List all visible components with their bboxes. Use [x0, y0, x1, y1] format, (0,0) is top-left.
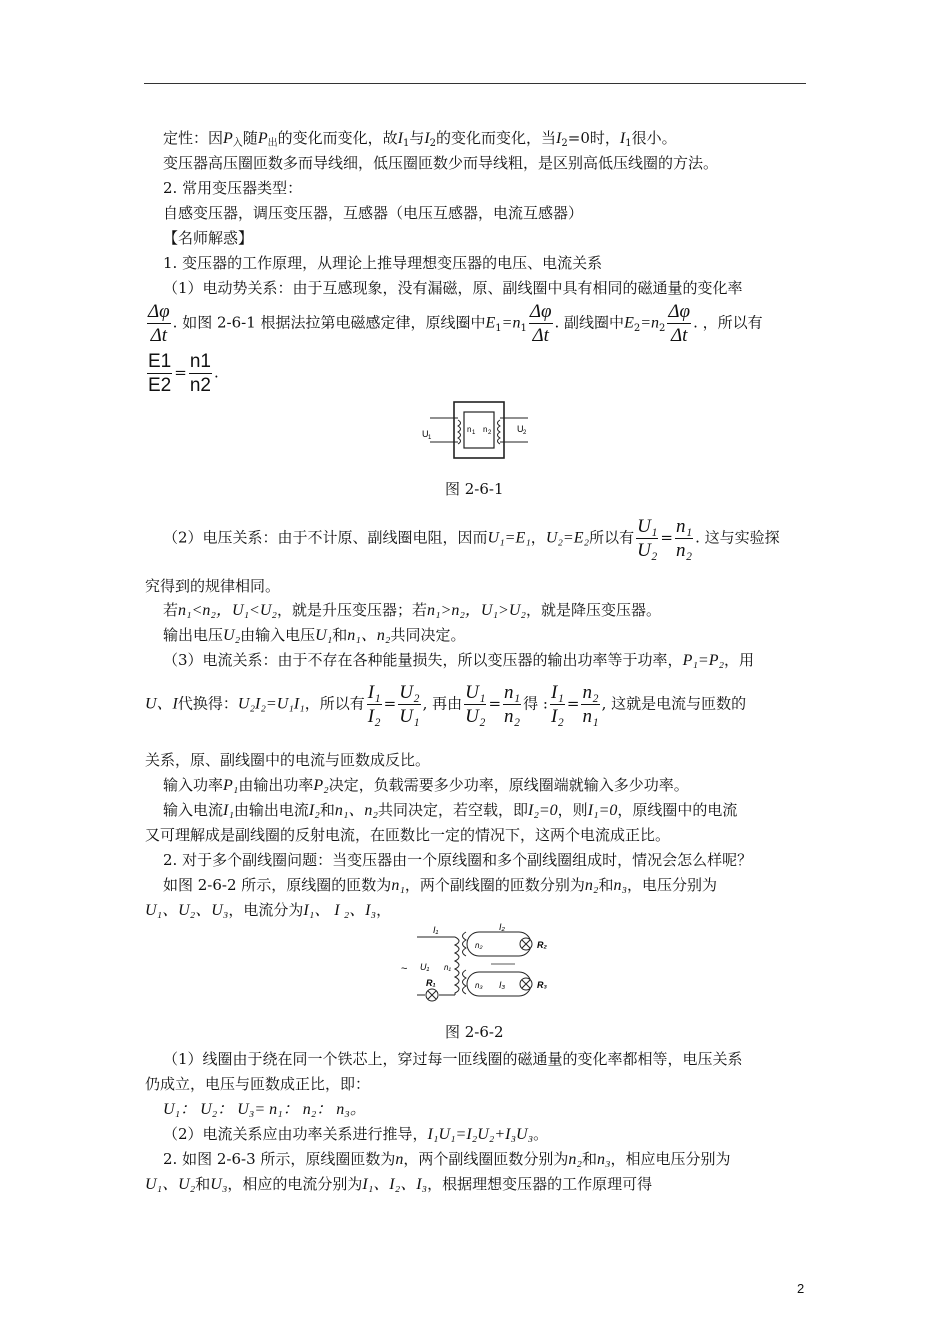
- symbol: U₂: [223, 627, 241, 644]
- paragraph-same-core: （1）线圈由于绕在同一个铁芯上，穿过每一匝线圈的磁通量的变化率都相等，电压关系: [163, 1050, 743, 1068]
- header-rule: [144, 83, 806, 84]
- text: =0时，: [567, 129, 620, 147]
- formula-faraday-line: [145, 300, 763, 347]
- label-n2: n₂: [475, 941, 483, 950]
- equation: U₂=E₂: [545, 529, 590, 547]
- fraction-dphi-dt: [147, 300, 171, 347]
- numerator: Δφ: [668, 301, 691, 322]
- denominator: Δt: [532, 325, 549, 346]
- fraction-n1-n2: [189, 350, 212, 397]
- subscript: 1: [402, 138, 410, 149]
- text: 由输出功率: [238, 776, 314, 794]
- paragraph-figure-2-6-2-intro: [163, 875, 717, 896]
- secondary-coil-2: [463, 932, 467, 956]
- section-heading-expert-explanation: 【名师解惑】: [163, 229, 254, 247]
- label-n2-sub: 2: [488, 430, 492, 436]
- text: ，相应电压分别为: [610, 1150, 731, 1168]
- equals-sign: =: [174, 363, 187, 382]
- equation: U₁=E₁: [487, 529, 531, 547]
- paragraph-voltages-currents: [145, 900, 391, 921]
- secondary-coil: [498, 420, 501, 444]
- text: 由输出电流: [233, 801, 309, 819]
- text: ，就是降压变压器。: [525, 601, 661, 619]
- figure-transformer-diagram: [412, 398, 542, 462]
- denominator: U₂: [637, 540, 658, 561]
- text: ，用: [724, 651, 755, 669]
- denominator: U₂: [465, 706, 486, 727]
- fraction-u2-u1: [398, 681, 420, 728]
- text: 输入功率: [163, 776, 224, 794]
- text: 2. 如图 2-6-3 所示，原线圈匝数为: [163, 1150, 396, 1168]
- figure-caption-2-6-1: 图 2-6-1: [445, 480, 504, 498]
- text: 得 :: [523, 694, 548, 713]
- text: ，则: [557, 801, 588, 819]
- label-n3: n₃: [475, 981, 483, 990]
- symbol: n: [395, 1151, 404, 1168]
- subscript: 2: [561, 138, 568, 149]
- equation: P₁=P₂: [682, 652, 725, 669]
- fraction-dphi-dt: [667, 300, 691, 347]
- paragraph-transformer-types: 自感变压器，调压变压器，互感器（电压互感器，电流互感器）: [163, 204, 584, 222]
- symbol: =n: [501, 314, 521, 332]
- subscript: 入: [232, 138, 243, 149]
- text: ，电压分别为: [627, 876, 718, 894]
- numerator: U₂: [399, 682, 420, 703]
- symbol: n₁: [391, 877, 405, 894]
- equation: U₂I₂=U₁I₁: [237, 695, 305, 713]
- formula-emf-ratio: [145, 350, 219, 397]
- period: .: [213, 363, 219, 382]
- subscript: 1: [520, 322, 527, 334]
- label-u1: U₁: [420, 962, 430, 972]
- denominator: Δt: [150, 325, 168, 346]
- text: . 副线圈中: [554, 313, 625, 332]
- equation: I₂=0: [527, 802, 558, 819]
- ac-source-icon: ~: [401, 963, 408, 975]
- subscript: 2: [633, 322, 641, 334]
- subscript: 1: [625, 138, 632, 149]
- symbol: n₁、n₂: [347, 627, 391, 644]
- label-n1: n: [467, 425, 472, 434]
- symbol: U₁、U₂、U₃: [145, 902, 229, 919]
- paragraph-power-derivation: [163, 1124, 548, 1145]
- paragraph-voltage-proportional: 仍成立，电压与匝数成正比，即：: [145, 1075, 371, 1093]
- text: ，电流分为: [228, 901, 304, 919]
- numerator: U₁: [465, 682, 486, 703]
- symbol: I: [556, 130, 562, 147]
- formula-current-ratio-line: U、I代换得：U₂I₂=U₁I₁，所以有 $\frac{\text{I₁}}{\text{I₂}}$ = $\frac{\text{U₂}}{\text{U₁}}$ , 再由 $\frac{\text{U₁}}{\text{U₂}}$ = $\frac{\text{n₁}}{\text{n₂}}$ 得 : $\frac{\text{I₁}}{\text{I₂}}$ = $\frac{\text{n₂}}{\text{n₁}}$ , 这就是电流与匝数的: [145, 682, 747, 727]
- text: （2）电流关系应由功率关系进行推导，: [163, 1125, 428, 1143]
- fraction-e1-e2: [147, 350, 172, 397]
- label-i1: I₁: [433, 925, 439, 935]
- core-outer: [454, 402, 504, 458]
- equation: I₁U₁=I₂U₂+I₃U₃: [427, 1126, 534, 1143]
- symbol: P₂: [313, 777, 329, 794]
- label-u1: U: [422, 429, 429, 439]
- paragraph-output-voltage: [163, 625, 465, 646]
- symbol: E: [624, 314, 634, 332]
- text: 共同决定。: [390, 626, 466, 644]
- fraction-n1-n2: [675, 515, 693, 562]
- text: 和: [332, 626, 348, 644]
- figure-caption-2-6-2: 图 2-6-2: [445, 1023, 504, 1041]
- paragraph-reflected-current: 又可理解成是副线圈的反射电流，在匝数比一定的情况下，这两个电流成正比。: [145, 826, 671, 844]
- paragraph-p-dependence: [163, 128, 677, 151]
- text: 如图 2-6-2 所示，原线圈的匝数为: [163, 876, 392, 894]
- paragraph-figure-2-6-3-intro: [163, 1149, 731, 1170]
- numerator: I₁: [367, 682, 381, 703]
- label-r3: R₃: [537, 980, 547, 990]
- numerator: U₁: [637, 516, 658, 537]
- symbol: I: [619, 130, 626, 147]
- symbol: E: [485, 314, 496, 332]
- r1-lamp-cross: [428, 991, 436, 999]
- label-n1: n₁: [444, 963, 451, 972]
- numerator: Δφ: [529, 301, 552, 322]
- denominator: Δt: [671, 325, 688, 346]
- secondary-coil-3: [463, 970, 467, 994]
- numerator: I₁: [550, 682, 564, 703]
- label-r1: R₁: [426, 978, 436, 988]
- text: . 这与实验探: [695, 528, 780, 547]
- label-u2-sub: 2: [523, 430, 527, 436]
- denominator: n₂: [675, 540, 693, 561]
- text: ，就是升压变压器；若: [276, 601, 427, 619]
- text: （3）电流关系：由于不存在各种能量损失，所以变压器的输出功率等于功率，: [163, 651, 683, 669]
- symbol: U₁: [315, 627, 333, 644]
- heading-multiple-secondaries: 2. 对于多个副线圈问题：当变压器由一个原线圈和多个副线圈组成时，情况会怎么样呢？: [163, 851, 753, 869]
- paragraph-step-up-down: [163, 600, 661, 621]
- figure-multi-secondary-diagram: [395, 922, 560, 1008]
- denominator: n₁: [582, 706, 599, 727]
- fraction-n2-n1: [581, 681, 599, 728]
- text: 与: [409, 129, 425, 147]
- numerator: n1: [189, 351, 211, 372]
- text: . ，所以有: [693, 313, 763, 332]
- equation: U₁： U₂： U₃= n₁： n₂： n₃。: [163, 1101, 366, 1118]
- text: ，: [530, 528, 546, 547]
- fraction-dphi-dt: [529, 300, 553, 347]
- paragraph-figure-2-6-3-currents: [145, 1174, 652, 1195]
- label-n2: n: [483, 425, 488, 434]
- paragraph-coil-distinction: 变压器高压圈匝数多而导线细，低压圈匝数少而导线粗，是区别高低压线圈的方法。: [163, 154, 719, 172]
- text: 的变化而变化，故: [277, 129, 398, 147]
- text: 。: [533, 1125, 549, 1143]
- symbol: U₁、U₂: [145, 1176, 196, 1193]
- text: ，: [376, 901, 392, 919]
- numerator: Δφ: [148, 301, 170, 322]
- text: , 再由: [422, 694, 463, 713]
- text: ，根据理想变压器的工作原理可得: [427, 1175, 653, 1193]
- text: ，原线圈中的电流: [617, 801, 738, 819]
- text: 很小。: [631, 129, 677, 147]
- denominator: I₂: [550, 706, 564, 727]
- symbol: P: [223, 130, 233, 147]
- text: ，相应的电流分别为: [227, 1175, 363, 1193]
- fraction-u1-u2: [464, 681, 486, 728]
- denominator: n2: [189, 375, 211, 396]
- subscript: 出: [267, 138, 278, 149]
- symbol: n₂: [568, 1151, 582, 1168]
- text: 代换得：: [177, 694, 238, 713]
- denominator: I₂: [367, 706, 381, 727]
- text: 决定，负载需要多少功率，原线圈端就输入多少功率。: [328, 776, 689, 794]
- symbol: I₂: [308, 802, 320, 819]
- numerator: n₂: [582, 682, 599, 703]
- symbol: P: [257, 130, 268, 147]
- paragraph-input-current: [163, 800, 737, 821]
- numerator: E1: [148, 351, 172, 372]
- subscript: 2: [429, 138, 437, 149]
- subscript: 2: [659, 322, 666, 334]
- paragraph-emf-relation: （1）电动势关系：由于互感现象，没有漏磁，原、副线圈中具有相同的磁通量的变化率: [163, 279, 743, 297]
- denominator: U₁: [399, 706, 420, 727]
- text: 若: [163, 601, 179, 619]
- paragraph-current-relation: [163, 650, 754, 671]
- heading-working-principle: 1. 变压器的工作原理，从理论上推导理想变压器的电压、电流关系: [163, 254, 603, 272]
- symbol: n₃: [596, 1151, 611, 1168]
- text: 共同决定，若空载，即: [377, 801, 528, 819]
- fraction-i1-i2: [367, 681, 382, 728]
- paragraph-experiment-match: 究得到的规律相同。: [145, 577, 281, 595]
- text: 和: [598, 876, 614, 894]
- fraction-n1-n2: [503, 681, 521, 728]
- text: , 这就是电流与匝数的: [601, 694, 747, 713]
- heading-transformer-types: 2. 常用变压器类型：: [163, 179, 303, 197]
- text: ，所以有: [304, 694, 365, 713]
- symbol: =n: [640, 314, 660, 332]
- label-i3: I₃: [499, 980, 506, 990]
- label-n1-sub: 1: [472, 430, 476, 436]
- symbol: n₁、n₂: [334, 802, 378, 819]
- text: 所以有: [589, 528, 635, 547]
- label-r2: R₂: [537, 940, 547, 950]
- text: 输入电流: [163, 801, 224, 819]
- text: 定性：因: [163, 129, 224, 147]
- text: 和: [195, 1175, 211, 1193]
- denominator: E2: [148, 375, 172, 396]
- subscript: 1: [495, 322, 502, 334]
- label-u1-sub: 1: [428, 435, 432, 441]
- primary-coil: [455, 937, 459, 995]
- symbol: U₃: [210, 1176, 228, 1193]
- text: 由输入电压: [240, 626, 316, 644]
- text: 随: [242, 129, 258, 147]
- label-u2: U: [517, 424, 524, 434]
- page-number: 2: [797, 1281, 805, 1296]
- text: （2）电压关系：由于不计原、副线圈电阻，因而: [163, 528, 488, 547]
- paragraph-input-power: [163, 775, 689, 796]
- numerator: n₁: [504, 682, 521, 703]
- equation: I₁=0: [587, 802, 618, 819]
- formula-voltage-relation: （2）电压关系：由于不计原、副线圈电阻，因而U₁=E₁，U₂=E₂所以有 $\frac{\text{U₁}}{\text{U₂}}$ = $\frac{\text{n₁}}{\text{n₂}}$ . 这与实验探: [163, 516, 780, 561]
- text: 的变化而变化，当: [436, 129, 557, 147]
- primary-coil: [458, 420, 461, 444]
- condition: n₁<n₂，U₁<U₂: [178, 602, 277, 619]
- symbol: I₁、I₂、I₃: [362, 1176, 428, 1193]
- symbol: n₃: [613, 877, 628, 894]
- symbol: P₁: [223, 777, 239, 794]
- label-i2: I₂: [499, 922, 505, 932]
- denominator: n₂: [504, 706, 521, 727]
- formula-voltage-ratio-three: [163, 1099, 366, 1120]
- text: . 如图 2-6-1 根据法拉第电磁感定律，原线圈中: [172, 313, 486, 332]
- symbol: U、I: [145, 695, 178, 713]
- symbol: I₁: [223, 802, 234, 819]
- text: 和: [319, 801, 335, 819]
- fraction-i1-i2: [550, 681, 565, 728]
- condition: n₁>n₂，U₁>U₂: [427, 602, 526, 619]
- symbol: I₁、 I ₂、I₃: [303, 902, 377, 919]
- text: 输出电压: [163, 626, 224, 644]
- text: 和: [581, 1150, 597, 1168]
- paragraph-inverse-ratio: 关系，原、副线圈中的电流与匝数成反比。: [145, 751, 431, 769]
- fraction-u1-u2: [636, 515, 658, 562]
- symbol: n₂: [584, 877, 599, 894]
- symbol: I: [397, 130, 403, 147]
- text: ，两个副线圈匝数分别为: [403, 1150, 569, 1168]
- text: ，两个副线圈的匝数分别为: [404, 876, 585, 894]
- numerator: n₁: [675, 516, 693, 537]
- symbol: I: [424, 130, 430, 147]
